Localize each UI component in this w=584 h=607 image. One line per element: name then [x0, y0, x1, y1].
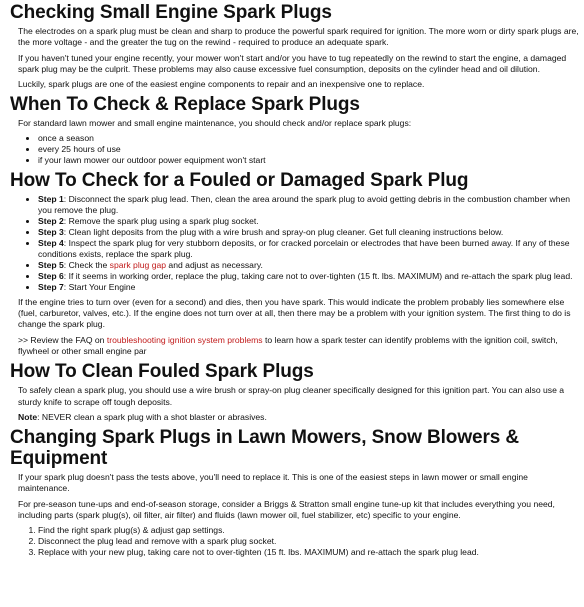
paragraph-text: to learn how a spark tester can identify problems with the ignition coil, switch, flywheel or other small engine par — [18, 334, 558, 356]
paragraph: If the engine tries to turn over (even for a second) and dies, then you have spark. This would indicate the problem probably lies somewhere else (fuel, carburetor, valves, etc.). If the engine does not turn over at all, then there may be a problem with your ignition system. The first thing to do is change the spark plug. — [18, 296, 571, 330]
paragraph: For pre-season tune-ups and end-of-season storage, consider a Briggs & Stratton small engine tune-up kit that includes everything you need, including parts (spark plug(s), oil filter, air filter) and fluids (lawn mower oil, fuel stabilizer, etc) specific to your engine. — [18, 498, 555, 521]
note-label: Note — [18, 411, 38, 422]
list-item: 3. Replace with your new plug, taking care not to over-tighten (15 ft. lbs. MAXIMUM) and re-attach the spark plug lead. — [38, 547, 580, 558]
step-label: Step 7 — [38, 281, 64, 292]
paragraph — [18, 335, 580, 358]
paragraph: To safely clean a spark plug, you should use a wire brush or spray-on plug cleaner specifically designed for this ignition part. You can also use a sturdy knife to scrape off tough deposits. — [18, 385, 565, 407]
check-steps-list — [10, 194, 580, 293]
list-item — [38, 238, 580, 260]
article — [0, 2, 584, 558]
list-item — [38, 216, 580, 227]
step-label: Step 6 — [38, 270, 64, 281]
list-item: 2. Disconnect the plug lead and remove with a spark plug socket. — [38, 536, 580, 547]
heading-how-to-clean: How To Clean Fouled Spark Plugs — [10, 361, 314, 383]
troubleshooting-ignition-link[interactable]: troubleshooting ignition system problems — [106, 334, 263, 345]
list-item — [38, 271, 580, 282]
heading-checking-spark-plugs: Checking Small Engine Spark Plugs — [10, 2, 332, 23]
heading-when-to-check: When To Check & Replace Spark Plugs — [10, 94, 360, 116]
note-paragraph — [18, 412, 580, 423]
list-item: 1. Find the right spark plug(s) & adjust gap settings. — [38, 525, 580, 536]
step-text: : Remove the spark plug using a spark plug socket. — [63, 215, 259, 226]
step-label: Step 5 — [38, 259, 64, 270]
step-label: Step 4 — [38, 237, 64, 248]
heading-how-to-check: How To Check for a Fouled or Damaged Spark Plug — [10, 169, 469, 191]
paragraph: The electrodes on a spark plug must be clean and sharp to produce the powerful spark required for ignition. The more worn or dirty spark plugs are, the more voltage - and the greater the tug on the rewind - required to produce an adequate spark. — [18, 26, 579, 48]
step-text: : Inspect the spark plug for very stubborn deposits, or for cracked porcelain or electrodes that have been burned away. If any of these conditions exists, replace the spark plug. — [38, 237, 570, 259]
list-item — [38, 282, 580, 293]
paragraph: If your spark plug doesn't pass the tests above, you'll need to replace it. This is one of the easiest steps in lawn mower or small engine maintenance. — [18, 472, 528, 494]
step-label: Step 3 — [38, 226, 64, 237]
paragraph: Luckily, spark plugs are one of the easiest engine components to repair and an inexpensive one to replace. — [18, 79, 425, 90]
note-text: : NEVER clean a spark plug with a shot blaster or abrasives. — [37, 411, 267, 422]
step-text: : Check the — [63, 259, 110, 270]
step-text: : Clean light deposits from the plug with a wire brush and spray-on plug cleaner. Get full cleaning instructions below. — [63, 226, 504, 237]
paragraph-text: >> Review the FAQ on — [18, 334, 107, 345]
list-item: • if your lawn mower our outdoor power equipment won't start — [38, 155, 580, 166]
paragraph: If you haven't tuned your engine recently, your mower won't start and/or you have to tug repeatedly on the rewind to start the engine, a damaged spark plug may be the culprit. These problems may also cause excessive fuel consumption, deposits on the cylinder head and oil dilution. — [18, 52, 567, 74]
step-text: : If it seems in working order, replace the plug, taking care not to over-tighten (15 ft. lbs. MAXIMUM) and re-attach the spark plug lead. — [63, 270, 573, 281]
list-item — [38, 194, 580, 216]
step-text: : Start Your Engine — [63, 281, 136, 292]
list-item — [38, 260, 580, 271]
step-text: : Disconnect the spark plug lead. Then, clean the area around the spark plug to avoid getting debris in the combustion chamber when you remove the plug. — [38, 193, 571, 215]
replacement-steps-list — [10, 525, 580, 558]
list-item: • once a season — [38, 133, 580, 144]
paragraph: For standard lawn mower and small engine maintenance, you should check and/or replace spark plugs: — [18, 118, 412, 129]
step-label: Step 1 — [38, 193, 64, 204]
step-text: and adjust as necessary. — [166, 259, 263, 270]
list-item — [38, 227, 580, 238]
list-item: • every 25 hours of use — [38, 144, 580, 155]
step-label: Step 2 — [38, 215, 64, 226]
spark-plug-gap-link[interactable]: spark plug gap — [109, 259, 167, 270]
when-to-check-list — [10, 133, 580, 166]
heading-changing-spark-plugs: Changing Spark Plugs in Lawn Mowers, Snow Blowers & Equipment — [10, 427, 520, 470]
